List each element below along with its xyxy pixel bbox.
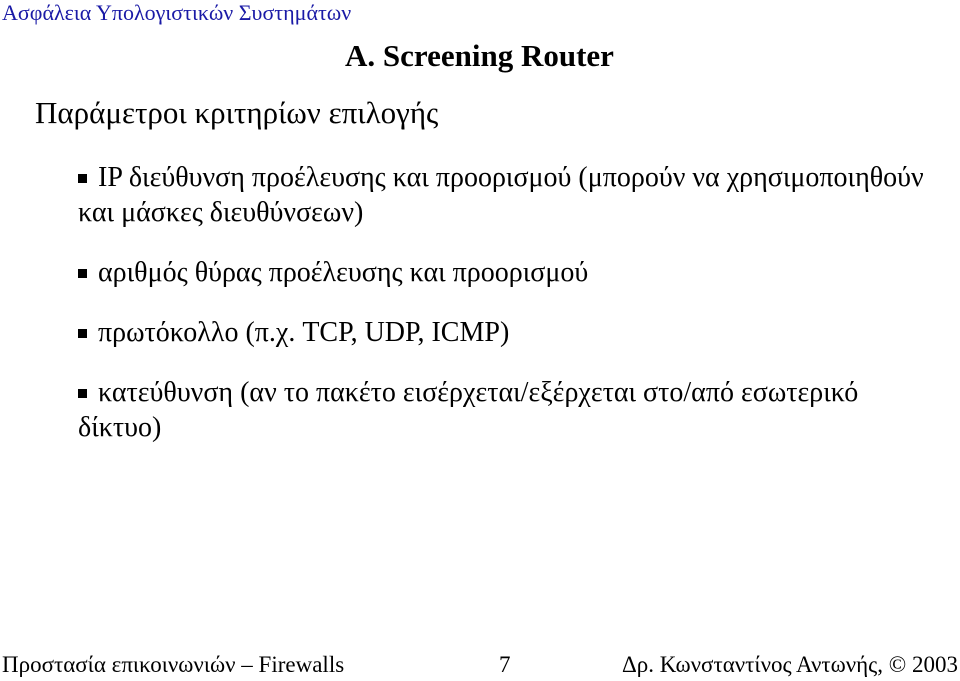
bullet-text: πρωτόκολλο (π.χ. TCP, UDP, ICMP) [98, 317, 510, 348]
footer-topic: Προστασία επικοινωνιών – Firewalls [2, 652, 345, 677]
bullet-text: αριθμός θύρας προέλευσης και προορισμού [98, 257, 589, 288]
bullet-list [78, 160, 938, 470]
slide-title: A. Screening Router [345, 38, 614, 73]
footer-author: Δρ. Κωνσταντίνος Αντωνής, © 2003 [621, 652, 958, 677]
page-number: 7 [499, 652, 511, 677]
bullet-item-ip-address [78, 160, 938, 230]
square-bullet-icon [78, 329, 87, 338]
slide-subtitle: Παράμετροι κριτηρίων επιλογής [35, 95, 439, 130]
bullet-item-port-number [78, 255, 938, 290]
bullet-item-direction [78, 375, 938, 445]
bullet-text: IP διεύθυνση προέλευσης και προορισμού (μπορούν να χρησιμοποιηθούν και μάσκες διευθύνσεων) [78, 162, 924, 228]
slide-footer [0, 649, 960, 681]
square-bullet-icon [78, 269, 87, 278]
square-bullet-icon [78, 389, 87, 398]
square-bullet-icon [78, 174, 87, 183]
bullet-item-protocol [78, 315, 938, 350]
bullet-text: κατεύθυνση (αν το πακέτο εισέρχεται/εξέρχεται στο/από εσωτερικό δίκτυο) [78, 377, 859, 443]
course-title: Ασφάλεια Υπολογιστικών Συστημάτων [2, 0, 352, 25]
